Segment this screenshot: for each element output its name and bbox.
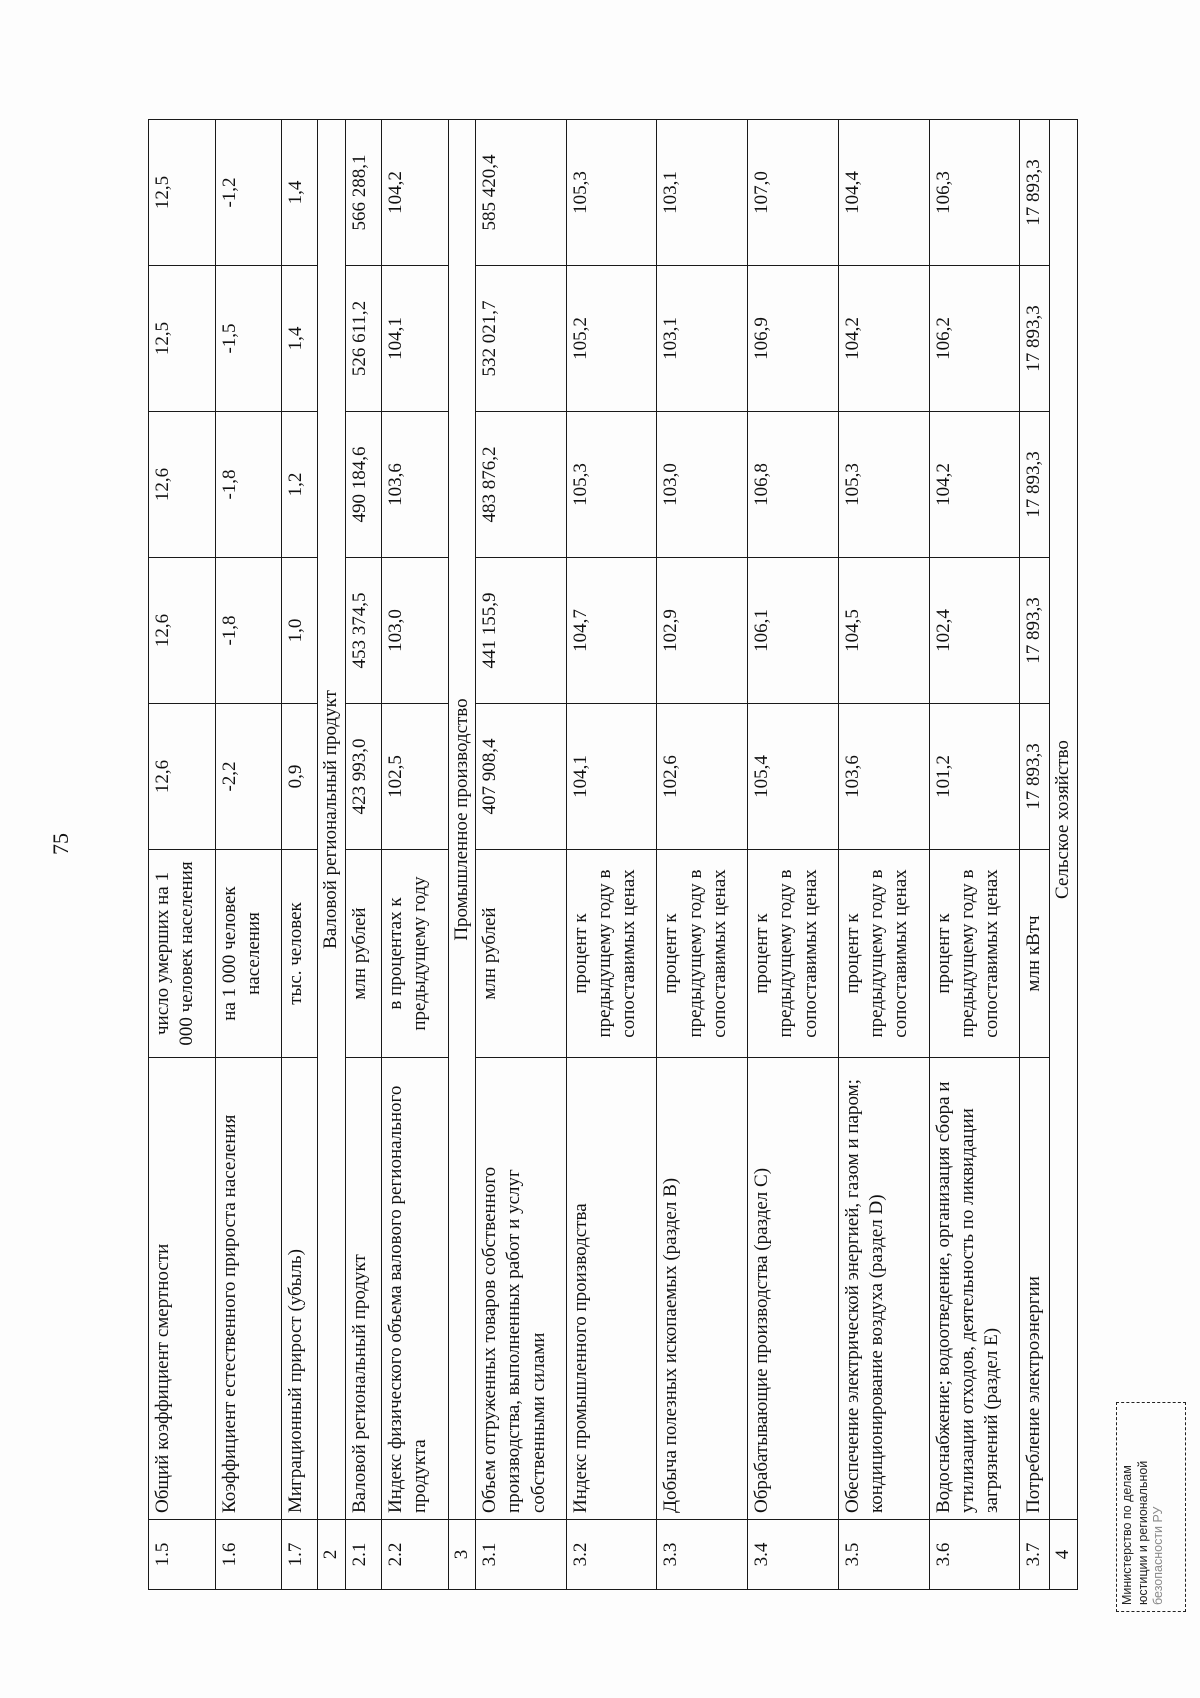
section-row xyxy=(1050,120,1078,1590)
section-row xyxy=(448,120,476,1590)
table-row xyxy=(382,120,449,1590)
value-cell: 106,1 xyxy=(748,558,839,704)
value-cell: 17 893,3 xyxy=(1020,266,1050,412)
value-cell: 12,6 xyxy=(149,704,216,850)
value-cell: 102,5 xyxy=(382,704,449,850)
value-cell: 12,5 xyxy=(149,266,216,412)
table-body xyxy=(149,120,1078,1590)
value-cell: 532 021,7 xyxy=(476,266,567,412)
indicator-name: Добыча полезных ископаемых (раздел B) xyxy=(657,1058,748,1520)
stamp-line-3: безопасности РУ xyxy=(1151,1506,1166,1605)
value-cell: 585 420,4 xyxy=(476,120,567,266)
value-cell: 407 908,4 xyxy=(476,704,567,850)
unit-of-measure: на 1 000 человек населения xyxy=(215,850,282,1058)
value-cell: 101,2 xyxy=(929,704,1020,850)
table-row xyxy=(566,120,657,1590)
value-cell: 1,4 xyxy=(282,266,318,412)
value-cell: 12,6 xyxy=(149,412,216,558)
indicator-name: Обрабатывающие производства (раздел C) xyxy=(748,1058,839,1520)
value-cell: -1,2 xyxy=(215,120,282,266)
value-cell: 566 288,1 xyxy=(345,120,381,266)
value-cell: 105,4 xyxy=(748,704,839,850)
table-row xyxy=(215,120,282,1590)
unit-of-measure: процент к предыдущему году в сопоставимых ценах xyxy=(748,850,839,1058)
value-cell: 105,3 xyxy=(566,120,657,266)
value-cell: 483 876,2 xyxy=(476,412,567,558)
row-number: 2.2 xyxy=(382,1520,449,1590)
page-number: 75 xyxy=(48,833,73,855)
table-row xyxy=(748,120,839,1590)
unit-of-measure: процент к предыдущему году в сопоставимых ценах xyxy=(657,850,748,1058)
unit-of-measure: число умерших на 1 000 человек населения xyxy=(149,850,216,1058)
row-number: 3.4 xyxy=(748,1520,839,1590)
table-row xyxy=(476,120,567,1590)
value-cell: -1,8 xyxy=(215,558,282,704)
value-cell: 106,2 xyxy=(929,266,1020,412)
value-cell: 104,7 xyxy=(566,558,657,704)
value-cell: 453 374,5 xyxy=(345,558,381,704)
indicator-name: Водоснабжение; водоотведение, организация сбора и утилизации отходов, деятельность по ликвидации загрязнений (раздел E) xyxy=(929,1058,1020,1520)
indicator-name: Индекс промышленного производства xyxy=(566,1058,657,1520)
indicator-name: Объем отгруженных товаров собственного производства, выполненных работ и услуг собственными силами xyxy=(476,1058,567,1520)
value-cell: -1,8 xyxy=(215,412,282,558)
indicators-table xyxy=(148,119,1078,1590)
value-cell: 105,3 xyxy=(838,412,929,558)
unit-of-measure: млн кВтч xyxy=(1020,850,1050,1058)
value-cell: 105,3 xyxy=(566,412,657,558)
unit-of-measure: в процентах к предыдущему году xyxy=(382,850,449,1058)
value-cell: 105,2 xyxy=(566,266,657,412)
indicator-name: Индекс физического объема валового регионального продукта xyxy=(382,1058,449,1520)
stamp-line-1: Министерство по делам xyxy=(1120,1465,1134,1605)
ministry-stamp xyxy=(1116,1402,1186,1612)
value-cell: 104,4 xyxy=(838,120,929,266)
row-number: 3.1 xyxy=(476,1520,567,1590)
value-cell: 17 893,3 xyxy=(1020,120,1050,266)
section-title: Валовой региональный продукт xyxy=(318,120,346,1520)
value-cell: 106,8 xyxy=(748,412,839,558)
value-cell: 103,0 xyxy=(382,558,449,704)
indicator-name: Потребление электроэнергии xyxy=(1020,1058,1050,1520)
value-cell: 0,9 xyxy=(282,704,318,850)
unit-of-measure: млн рублей xyxy=(345,850,381,1058)
unit-of-measure: млн рублей xyxy=(476,850,567,1058)
indicator-name: Общий коэффициент смертности xyxy=(149,1058,216,1520)
value-cell: 17 893,3 xyxy=(1020,412,1050,558)
value-cell: -1,5 xyxy=(215,266,282,412)
value-cell: 104,5 xyxy=(838,558,929,704)
row-number: 1.6 xyxy=(215,1520,282,1590)
row-number: 4 xyxy=(1050,1520,1078,1590)
value-cell: 526 611,2 xyxy=(345,266,381,412)
value-cell: 441 155,9 xyxy=(476,558,567,704)
indicator-name: Миграционный прирост (убыль) xyxy=(282,1058,318,1520)
value-cell: 103,0 xyxy=(657,412,748,558)
row-number: 3.7 xyxy=(1020,1520,1050,1590)
indicator-name: Обеспечение электрической энергией, газом и паром; кондиционирование воздуха (раздел D) xyxy=(838,1058,929,1520)
row-number: 2 xyxy=(318,1520,346,1590)
value-cell: 102,4 xyxy=(929,558,1020,704)
row-number: 3.6 xyxy=(929,1520,1020,1590)
value-cell: 1,4 xyxy=(282,120,318,266)
value-cell: 1,2 xyxy=(282,412,318,558)
value-cell: 423 993,0 xyxy=(345,704,381,850)
unit-of-measure: процент к предыдущему году в сопоставимых ценах xyxy=(566,850,657,1058)
table-row xyxy=(838,120,929,1590)
table-row xyxy=(345,120,381,1590)
rotated-table-container xyxy=(148,120,1078,1590)
indicator-name: Коэффициент естественного прироста населения xyxy=(215,1058,282,1520)
table-row xyxy=(282,120,318,1590)
stamp-line-2: юстиции и региональной xyxy=(1135,1460,1150,1605)
table-row xyxy=(1020,120,1050,1590)
unit-of-measure: процент к предыдущему году в сопоставимых ценах xyxy=(838,850,929,1058)
table-row xyxy=(657,120,748,1590)
value-cell: 102,6 xyxy=(657,704,748,850)
value-cell: 103,1 xyxy=(657,266,748,412)
value-cell: 490 184,6 xyxy=(345,412,381,558)
row-number: 1.5 xyxy=(149,1520,216,1590)
value-cell: 17 893,3 xyxy=(1020,704,1050,850)
row-number: 3.2 xyxy=(566,1520,657,1590)
row-number: 3.5 xyxy=(838,1520,929,1590)
value-cell: 104,1 xyxy=(382,266,449,412)
value-cell: 17 893,3 xyxy=(1020,558,1050,704)
value-cell: 1,0 xyxy=(282,558,318,704)
value-cell: 104,1 xyxy=(566,704,657,850)
unit-of-measure: тыс. человек xyxy=(282,850,318,1058)
value-cell: 106,3 xyxy=(929,120,1020,266)
value-cell: 104,2 xyxy=(838,266,929,412)
value-cell: 12,5 xyxy=(149,120,216,266)
row-number: 3.3 xyxy=(657,1520,748,1590)
section-title: Сельское хозяйство xyxy=(1050,120,1078,1520)
unit-of-measure: процент к предыдущему году в сопоставимых ценах xyxy=(929,850,1020,1058)
row-number: 1.7 xyxy=(282,1520,318,1590)
value-cell: 106,9 xyxy=(748,266,839,412)
value-cell: 103,6 xyxy=(838,704,929,850)
value-cell: 104,2 xyxy=(929,412,1020,558)
section-row xyxy=(318,120,346,1590)
value-cell: -2,2 xyxy=(215,704,282,850)
indicator-name: Валовой региональный продукт xyxy=(345,1058,381,1520)
value-cell: 12,6 xyxy=(149,558,216,704)
value-cell: 107,0 xyxy=(748,120,839,266)
table-row xyxy=(929,120,1020,1590)
value-cell: 104,2 xyxy=(382,120,449,266)
table-row xyxy=(149,120,216,1590)
section-title: Промышленное производство xyxy=(448,120,476,1520)
row-number: 2.1 xyxy=(345,1520,381,1590)
value-cell: 103,1 xyxy=(657,120,748,266)
row-number: 3 xyxy=(448,1520,476,1590)
value-cell: 102,9 xyxy=(657,558,748,704)
value-cell: 103,6 xyxy=(382,412,449,558)
